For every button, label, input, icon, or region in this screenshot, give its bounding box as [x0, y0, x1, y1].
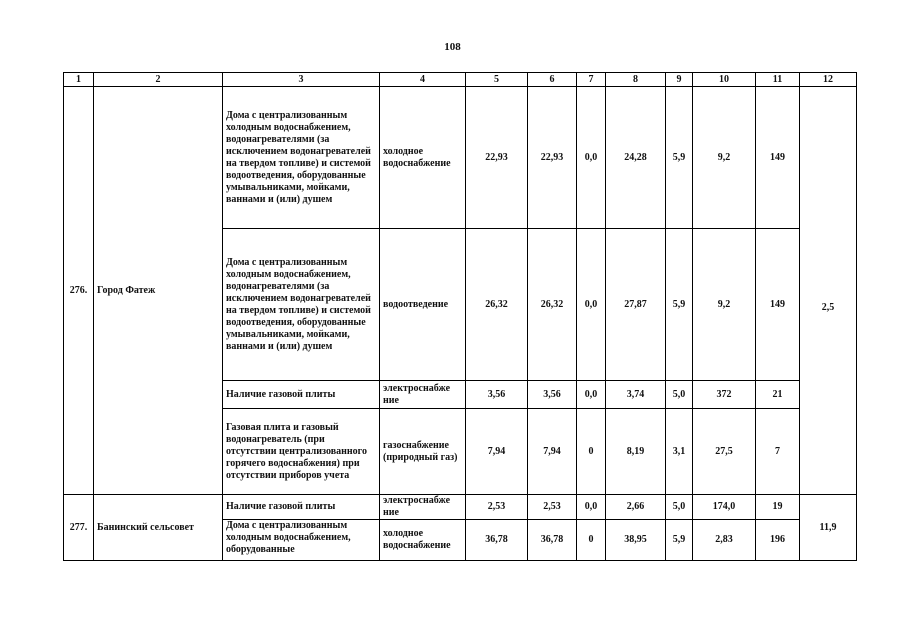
header-cell: 9 — [666, 73, 693, 87]
cell-col11: 19 — [756, 495, 800, 520]
cell-col7: 0,0 — [577, 495, 606, 520]
cell-col8: 27,87 — [606, 229, 666, 381]
cell-col10: 372 — [693, 381, 756, 409]
cell-col11: 149 — [756, 87, 800, 229]
cell-col11: 196 — [756, 520, 800, 561]
housing-description: Газовая плита и газовый водонагреватель (при отсутствии централизованного горячего водоснабжения) при отсутствии приборов учета — [223, 409, 380, 495]
cell-col8: 38,95 — [606, 520, 666, 561]
cell-col6: 22,93 — [528, 87, 577, 229]
cell-col11: 21 — [756, 381, 800, 409]
header-cell: 11 — [756, 73, 800, 87]
cell-col9: 5,9 — [666, 87, 693, 229]
service-type: водоотведение — [380, 229, 466, 381]
header-cell: 8 — [606, 73, 666, 87]
cell-col12: 2,5 — [800, 87, 857, 495]
housing-description: Наличие газовой плиты — [223, 495, 380, 520]
cell-col5: 3,56 — [466, 381, 528, 409]
cell-col8: 3,74 — [606, 381, 666, 409]
header-cell: 7 — [577, 73, 606, 87]
cell-col6: 36,78 — [528, 520, 577, 561]
cell-col10: 9,2 — [693, 229, 756, 381]
service-type: электроснабже ние — [380, 381, 466, 409]
cell-col7: 0,0 — [577, 87, 606, 229]
row-number: 276. — [64, 87, 94, 495]
cell-col8: 8,19 — [606, 409, 666, 495]
table-row — [64, 495, 857, 520]
header-cell: 3 — [223, 73, 380, 87]
cell-col5: 26,32 — [466, 229, 528, 381]
cell-col7: 0,0 — [577, 229, 606, 381]
housing-description: Дома с централизованным холодным водоснабжением, водонагревателями (за исключением водонагревателей на твердом топливе) и системой водоотведения, оборудованные умывальниками, мойками, ваннами и (или) душем — [223, 87, 380, 229]
cell-col5: 22,93 — [466, 87, 528, 229]
housing-description: Дома с централизованным холодным водоснабжением, водонагревателями (за исключением водонагревателей на твердом топливе) и системой водоотведения, оборудованные умывальниками, мойками, ваннами и (или) душем — [223, 229, 380, 381]
header-cell: 10 — [693, 73, 756, 87]
header-cell: 2 — [94, 73, 223, 87]
header-cell: 5 — [466, 73, 528, 87]
tariff-table — [63, 72, 857, 561]
header-cell: 4 — [380, 73, 466, 87]
cell-col10: 174,0 — [693, 495, 756, 520]
cell-col7: 0,0 — [577, 381, 606, 409]
cell-col10: 2,83 — [693, 520, 756, 561]
cell-col10: 27,5 — [693, 409, 756, 495]
service-type: холодное водоснабжение — [380, 87, 466, 229]
cell-col10: 9,2 — [693, 87, 756, 229]
header-row — [64, 73, 857, 87]
table-row — [64, 87, 857, 229]
service-type: электроснабже ние — [380, 495, 466, 520]
municipality-name: Город Фатеж — [94, 87, 223, 495]
cell-col6: 7,94 — [528, 409, 577, 495]
cell-col9: 5,0 — [666, 495, 693, 520]
cell-col12: 11,9 — [800, 495, 857, 561]
cell-col7: 0 — [577, 409, 606, 495]
cell-col8: 2,66 — [606, 495, 666, 520]
service-type: газоснабжение (природный газ) — [380, 409, 466, 495]
cell-col9: 3,1 — [666, 409, 693, 495]
cell-col8: 24,28 — [606, 87, 666, 229]
cell-col6: 2,53 — [528, 495, 577, 520]
cell-col5: 2,53 — [466, 495, 528, 520]
cell-col5: 7,94 — [466, 409, 528, 495]
municipality-name: Банинский сельсовет — [94, 495, 223, 561]
housing-description: Наличие газовой плиты — [223, 381, 380, 409]
cell-col11: 7 — [756, 409, 800, 495]
cell-col5: 36,78 — [466, 520, 528, 561]
header-cell: 6 — [528, 73, 577, 87]
housing-description: Дома с централизованным холодным водоснабжением, оборудованные — [223, 520, 380, 561]
service-type: холодное водоснабжение — [380, 520, 466, 561]
cell-col9: 5,9 — [666, 229, 693, 381]
cell-col9: 5,9 — [666, 520, 693, 561]
row-number: 277. — [64, 495, 94, 561]
page-number: 108 — [444, 41, 461, 53]
cell-col9: 5,0 — [666, 381, 693, 409]
cell-col7: 0 — [577, 520, 606, 561]
cell-col11: 149 — [756, 229, 800, 381]
header-cell: 1 — [64, 73, 94, 87]
cell-col6: 3,56 — [528, 381, 577, 409]
header-cell: 12 — [800, 73, 857, 87]
cell-col6: 26,32 — [528, 229, 577, 381]
